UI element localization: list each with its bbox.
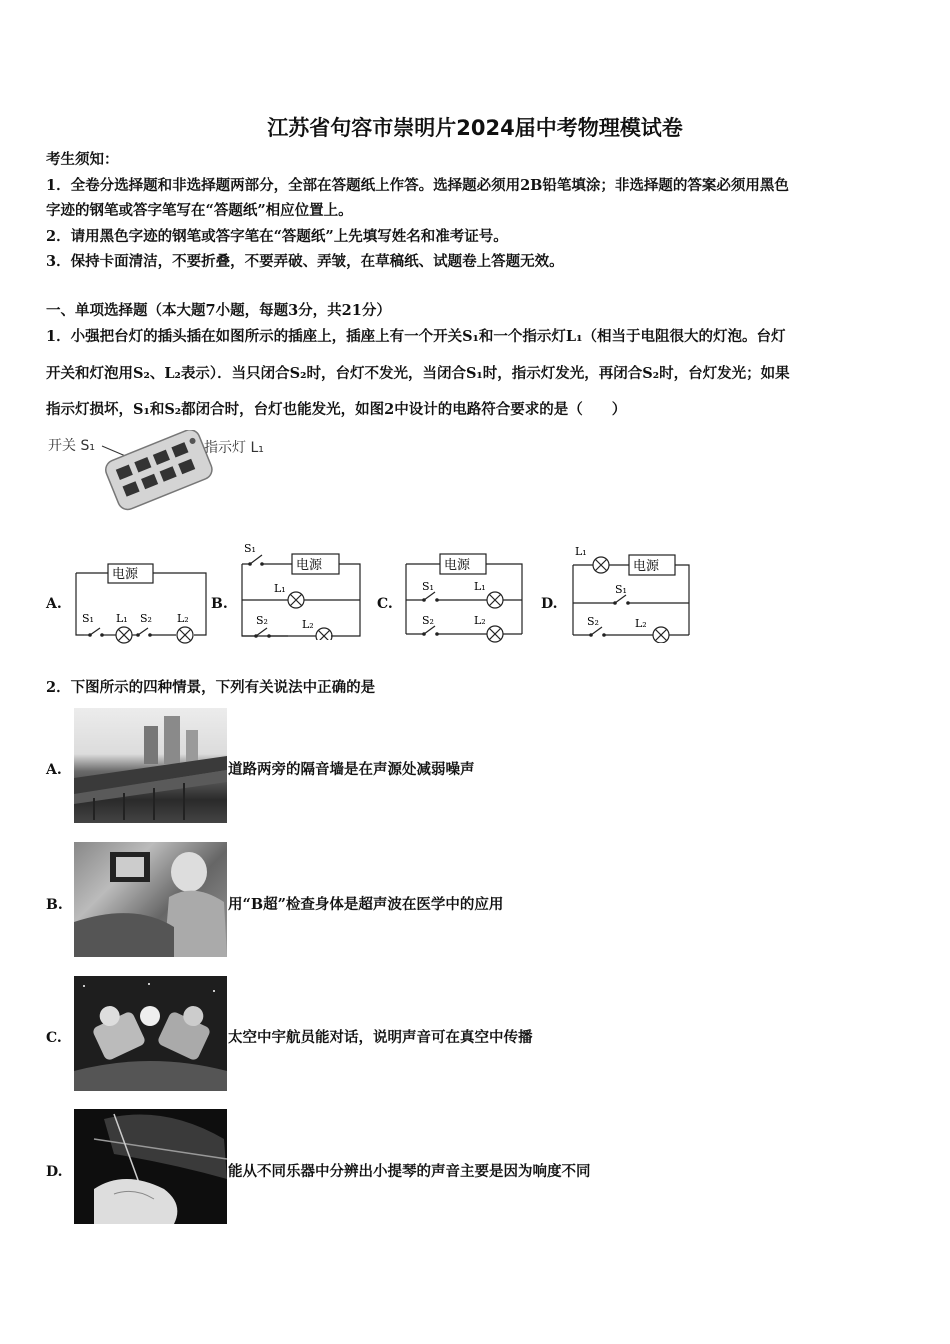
indicator-label: 指示灯 L₁ <box>204 440 264 456</box>
notice-heading: 考生须知： <box>46 151 119 168</box>
q1-option-a-label[interactable]: A. <box>46 596 62 612</box>
circuit-a[interactable] <box>70 555 210 645</box>
page-title: 江苏省句容市崇明片2024届中考物理模试卷 <box>267 116 683 140</box>
q1-stem-line3: 指示灯损坏，S₁和S₂都闭合时，台灯也能发光，如图2中设计的电路符合要求的是（ ） <box>46 401 627 418</box>
switch-s1-label: S₁ <box>422 580 434 593</box>
switch-s1-label: S₁ <box>244 542 256 555</box>
power-source-label: 电源 <box>296 558 323 573</box>
lamp-l1-label: L₁ <box>116 612 128 625</box>
q1-option-d-label[interactable]: D. <box>541 596 558 612</box>
q1-option-b-label[interactable]: B. <box>211 596 228 612</box>
circuit-b[interactable] <box>236 540 366 640</box>
switch-s1-label: S₁ <box>615 583 627 596</box>
q2-option-a-text: 道路两旁的隔音墙是在声源处减弱噪声 <box>228 761 475 778</box>
notice-item-1: 1．全卷分选择题和非选择题两部分，全部在答题纸上作答。选择题必须用2B铅笔填涂；非选择题的答案必须用黑色 <box>46 177 789 194</box>
notice-item-3: 3．保持卡面清洁，不要折叠，不要弄破、弄皱，在草稿纸、试题卷上答题无效。 <box>46 253 564 270</box>
lamp-l1-label: L₁ <box>474 580 486 593</box>
noise-barrier-photo <box>74 708 227 823</box>
power-source-label: 电源 <box>633 559 660 574</box>
violin-photo <box>74 1109 227 1224</box>
notice-item-1-cont: 字迹的钢笔或答字笔写在“答题纸”相应位置上。 <box>46 202 353 219</box>
power-source-label: 电源 <box>112 567 139 582</box>
switch-s1-label: S₁ <box>82 612 94 625</box>
q2-option-d-text: 能从不同乐器中分辨出小提琴的声音主要是因为响度不同 <box>228 1163 591 1180</box>
q2-option-b-text: 用“B超”检查身体是超声波在医学中的应用 <box>228 896 504 913</box>
switch-s2-label: S₂ <box>587 615 599 628</box>
power-source-label: 电源 <box>444 558 471 573</box>
circuit-c[interactable] <box>400 548 530 643</box>
notice-item-2: 2．请用黑色字迹的钢笔或答字笔在“答题纸”上先填写姓名和准考证号。 <box>46 228 508 245</box>
q2-option-c-text: 太空中宇航员能对话，说明声音可在真空中传播 <box>228 1029 533 1046</box>
lamp-l2-label: L₂ <box>177 612 189 625</box>
q2-option-c-label[interactable]: C. <box>46 1030 62 1046</box>
lamp-l1-label: L₁ <box>274 582 286 595</box>
circuit-d[interactable] <box>567 543 697 643</box>
power-strip-figure <box>44 430 294 530</box>
lamp-l2-label: L₂ <box>302 618 314 631</box>
q2-option-a-label[interactable]: A. <box>46 762 62 778</box>
ultrasound-photo <box>74 842 227 957</box>
lamp-l1-label: L₁ <box>575 545 587 558</box>
q2-option-b-label[interactable]: B. <box>46 897 63 913</box>
switch-s2-label: S₂ <box>140 612 152 625</box>
switch-s2-label: S₂ <box>422 614 434 627</box>
q2-option-d-label[interactable]: D. <box>46 1164 63 1180</box>
astronauts-photo <box>74 976 227 1091</box>
section-heading: 一、单项选择题（本大题7小题，每题3分，共21分） <box>46 302 391 319</box>
switch-label: 开关 S₁ <box>48 438 95 454</box>
q2-stem: 2．下图所示的四种情景，下列有关说法中正确的是 <box>46 679 376 696</box>
lamp-l2-label: L₂ <box>474 614 486 627</box>
switch-s2-label: S₂ <box>256 614 268 627</box>
lamp-l2-label: L₂ <box>635 617 647 630</box>
q1-stem-line2: 开关和灯泡用S₂、L₂表示）．当只闭合S₂时，台灯不发光，当闭合S₁时，指示灯发光，再闭合S₂时，台灯发光；如果 <box>46 365 790 382</box>
q1-option-c-label[interactable]: C. <box>377 596 393 612</box>
q1-stem-line1: 1．小强把台灯的插头插在如图所示的插座上，插座上有一个开关S₁和一个指示灯L₁（相当于电阻很大的灯泡。台灯 <box>46 328 786 345</box>
